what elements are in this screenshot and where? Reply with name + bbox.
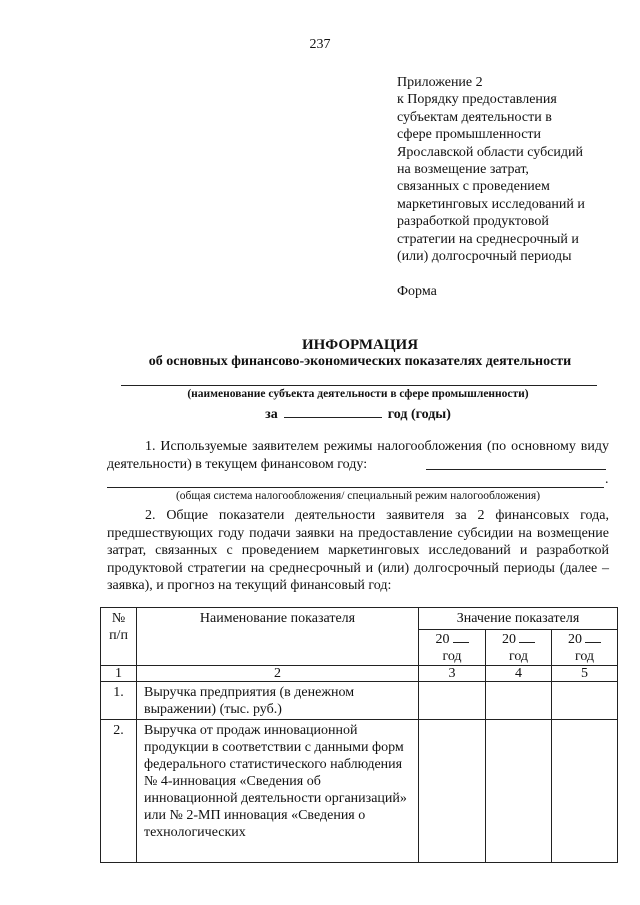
paragraph-tax-regime xyxy=(107,438,609,473)
tax-regime-line-1[interactable] xyxy=(426,469,606,470)
table-header-row xyxy=(101,608,618,630)
value-cell[interactable] xyxy=(552,682,618,720)
appendix-line: сфере промышленности xyxy=(397,127,542,143)
header-year-1: 20 год xyxy=(419,630,486,666)
form-label: Форма xyxy=(397,284,437,299)
value-cell[interactable] xyxy=(552,720,618,863)
header-year-2: 20 год xyxy=(486,630,552,666)
paragraph-indicators xyxy=(107,507,609,595)
appendix-line: разработкой продуктовой xyxy=(397,214,549,230)
row-number: 2. xyxy=(101,720,137,863)
entity-name-line[interactable] xyxy=(121,385,597,386)
appendix-line: Приложение 2 xyxy=(397,75,483,90)
value-cell[interactable] xyxy=(486,682,552,720)
column-number: 1 xyxy=(101,666,137,682)
header-num: № п/п xyxy=(101,608,137,666)
header-name: Наименование показателя xyxy=(137,608,419,666)
document-subtitle: об основных финансово-экономических показателях деятельности xyxy=(148,354,572,369)
column-number: 3 xyxy=(419,666,486,682)
column-number: 4 xyxy=(486,666,552,682)
value-cell[interactable] xyxy=(419,682,486,720)
appendix-line: к Порядку предоставления xyxy=(397,92,557,108)
tax-regime-end-mark: . xyxy=(605,472,609,487)
appendix-line: маркетинговых исследований и xyxy=(397,196,585,212)
year-suffix: год (годы) xyxy=(387,407,451,422)
table-row xyxy=(101,720,618,863)
page-number: 237 xyxy=(309,37,331,52)
appendix-line: Ярославской области субсидий xyxy=(397,144,584,160)
table-row xyxy=(101,682,618,720)
table-column-numbers-row xyxy=(101,666,618,682)
value-cell[interactable] xyxy=(419,720,486,863)
value-cell[interactable] xyxy=(486,720,552,863)
appendix-block xyxy=(397,74,617,265)
header-year-3: 20 год xyxy=(552,630,618,666)
paragraph-tax-regime-text: 1. Используемые заявителем режимы налогообложения (по основному виду деятельности) в текущем финансовом году: xyxy=(107,439,609,472)
document-title: ИНФОРМАЦИЯ xyxy=(301,337,419,353)
row-indicator-name: Выручка предприятия (в денежном выражении) (тыс. руб.) xyxy=(137,682,419,720)
header-value-group: Значение показателя xyxy=(419,608,618,630)
indicators-table xyxy=(100,607,618,863)
year-prefix: за xyxy=(265,407,278,422)
tax-regime-caption: (общая система налогообложения/ специальный режим налогообложения) xyxy=(175,490,541,502)
appendix-line: (или) долгосрочный периоды xyxy=(397,249,572,265)
column-number: 5 xyxy=(552,666,618,682)
year-blank-field[interactable] xyxy=(284,404,382,418)
paragraph-indicators-text: 2. Общие показатели деятельности заявителя за 2 финансовых года, предшествующих году подачи заявки на предоставление субсидии на возмещение затрат, связанных с проведением маркетинговых исследований и разработкой продуктовой стратегии на среднесрочный и (или) долгосрочный периоды (далее – заявка), и прогноз на текущий финансовый год: xyxy=(107,508,609,594)
appendix-line: субъектам деятельности в xyxy=(397,109,552,125)
row-indicator-name: Выручка от продаж инновационной продукции в соответствии с данными форм федерального статистического наблюдения № 4-инновация «Сведения об инновационной деятельности организаций» или № 2-МП инновация «Сведения о технологических xyxy=(137,720,419,863)
appendix-line: связанных с проведением xyxy=(397,179,550,195)
appendix-line: стратегии на среднесрочный и xyxy=(397,231,579,247)
row-number: 1. xyxy=(101,682,137,720)
tax-regime-line-2[interactable] xyxy=(107,487,604,488)
column-number: 2 xyxy=(137,666,419,682)
year-line xyxy=(0,404,640,423)
entity-name-caption: (наименование субъекта деятельности в сфере промышленности) xyxy=(187,388,529,400)
appendix-line: на возмещение затрат, xyxy=(397,162,529,178)
